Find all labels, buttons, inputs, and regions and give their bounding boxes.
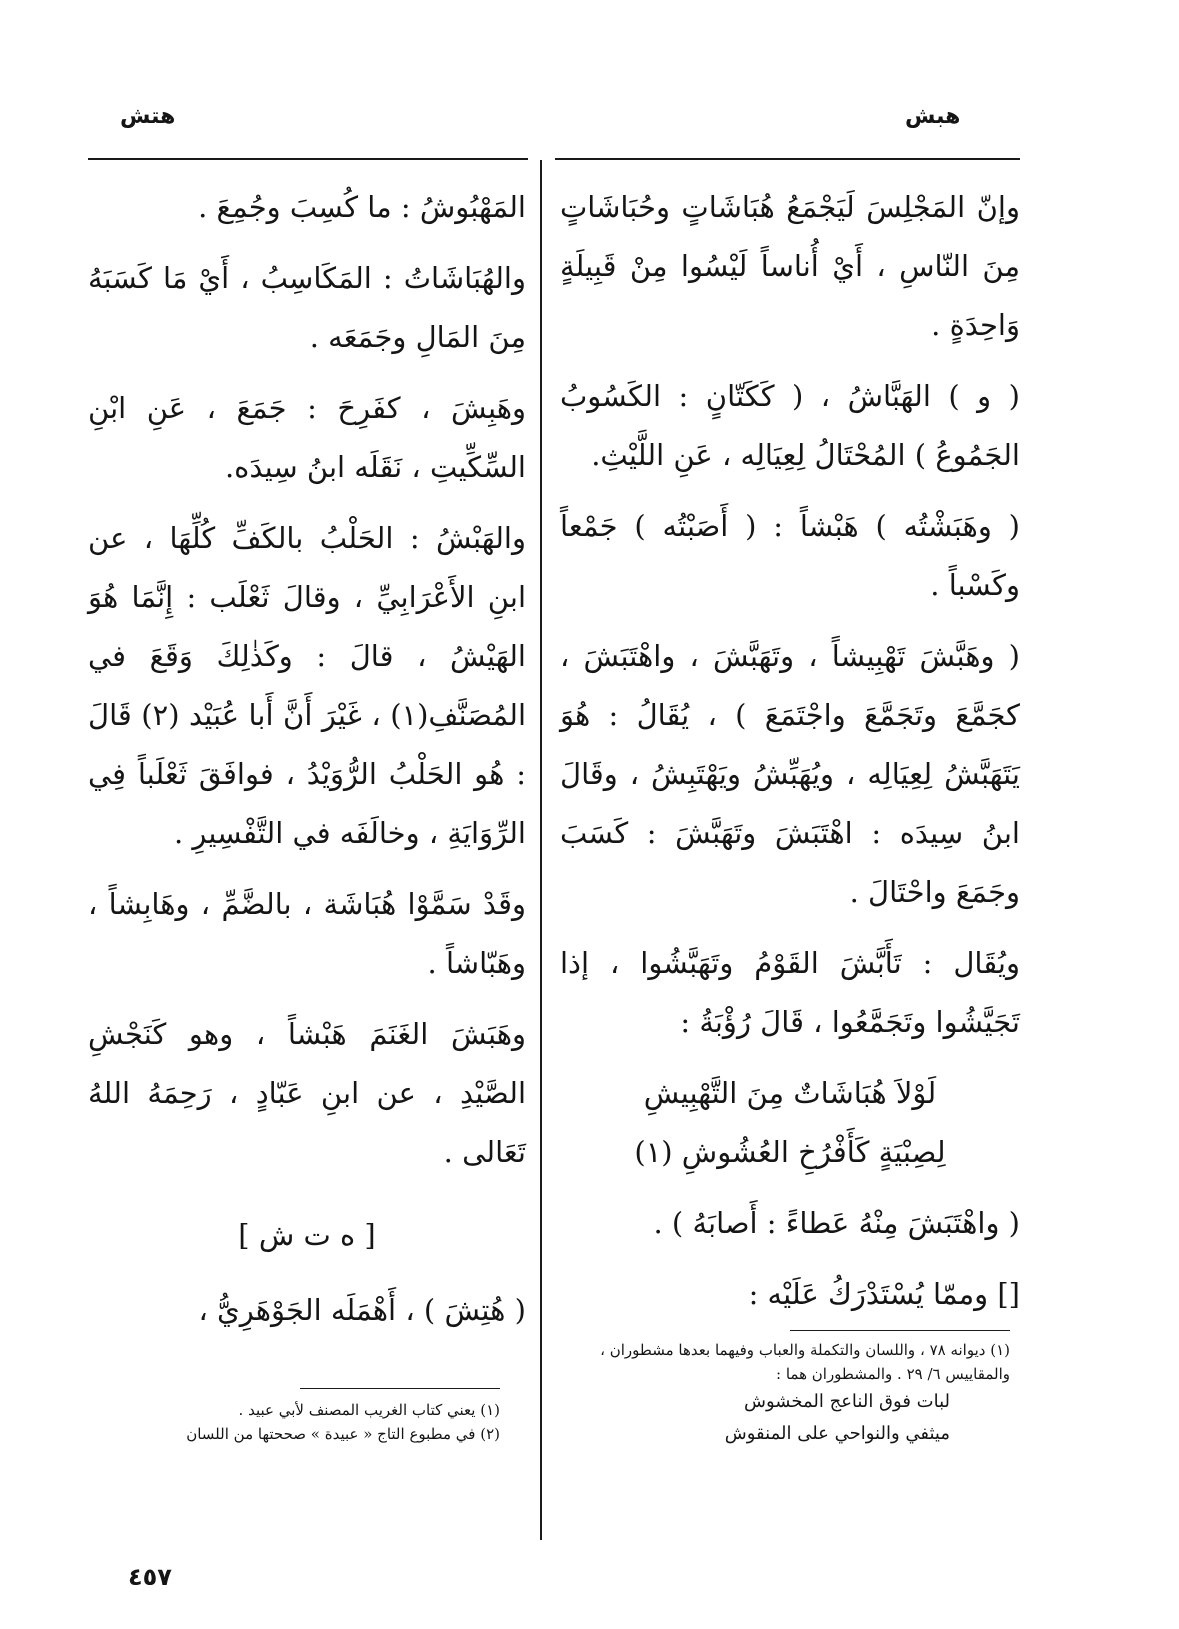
verse-line: لَوْلاَ هُبَاشَاتٌ مِنَ التَّهْبِيشِ (643, 1076, 937, 1110)
paragraph: وإنّ المَجْلِسَ لَيَجْمَعُ هُبَاشَاتٍ وحُبَاشَاتٍ مِنَ النّاسِ ، أَيْ أُناساً لَيْسُوا مِنْ قَبِيلَةٍ وَاحِدَةٍ . (560, 190, 1020, 342)
paragraph: [] وممّا يُسْتَدْرَكُ عَلَيْه : (748, 1277, 1020, 1311)
entry-text: ( هُتِشَ ) ، أَهْمَلَه الجَوْهَرِيُّ ، (198, 1293, 526, 1327)
header-rule-left (88, 158, 528, 160)
paragraph: ( واهْتَبَشَ مِنْهُ عَطاءً : أَصابَهُ ) . (653, 1206, 1020, 1240)
header-rule-right (555, 158, 1020, 160)
paragraph: المَهْبُوشُ : ما كُسِبَ وجُمِعَ . (198, 190, 526, 224)
verse-line: لِصِبْيَةٍ كَأَفْرُخِ العُشُوشِ (١) (634, 1135, 946, 1169)
footnote-rule-right (790, 1330, 1010, 1331)
footnote-rule-left (300, 1388, 500, 1389)
entry-heading: [ ه ت ش ] (238, 1218, 376, 1252)
left-column (88, 178, 526, 1352)
paragraph: ( و ) الهَبَّاشُ ، ( كَكَتّانٍ : الكَسُوبُ الجَمُوعُ ) المُحْتَالُ لِعِيَالِه ، عَنِ اللَّيْثِ. (560, 379, 1020, 472)
running-head-left: هتش (120, 104, 176, 129)
column-divider (540, 160, 542, 1540)
running-head-right: هبش (905, 104, 961, 129)
paragraph: وقَدْ سَمَّوْا هُبَاشَة ، بالضَّمِّ ، وهَابِشاً ، وهَبّاشاً . (88, 887, 526, 980)
footnote: (١) يعني كتاب الغريب المصنف لأبي عبيد . (238, 1401, 500, 1419)
right-column (560, 178, 1020, 1336)
paragraph: ( وهَبَّشَ تَهْبِيشاً ، وتَهَبَّشَ ، واهْتَبَشَ ، كجَمَّعَ وتَجَمَّعَ واجْتَمَعَ ) ، يُقَالُ : هُوَ يَتَهَبَّشُ لِعِيَالِه ، ويُهَبِّشُ ويَهْتَبِشُ ، وقَالَ ابنُ سِيدَه : اهْتَبَشَ وتَهَبَّشَ : كَسَبَ وجَمَعَ واحْتَالَ . (560, 639, 1020, 909)
verse (560, 1064, 1020, 1182)
paragraph: وهَبِشَ ، كفَرِحَ : جَمَعَ ، عَنِ ابْنِ السِّكِّيتِ ، نَقَلَه ابنُ سِيدَه. (88, 391, 526, 484)
footnote: (١) ديوانه ٧٨ ، واللسان والتكملة والعباب وفيهما بعدها مشطوران ، والمقاييس ٦/ ٢٩ . والمشطوران هما : (600, 1341, 1010, 1383)
paragraph: وهَبَشَ الغَنَمَ هَبْشاً ، وهو كَنَجْشِ الصَّيْدِ ، عن ابنِ عَبّادٍ ، رَحِمَهُ اللهُ تَعَالى . (88, 1017, 526, 1169)
paragraph: ( وهَبَشْتُه ) هَبْشاً : ( أَصَبْتُه ) جَمْعاً وكَسْباً . (560, 509, 1020, 602)
page-number: ٤٥٧ (128, 1563, 172, 1591)
paragraph: والهُبَاشَاتُ : المَكَاسِبُ ، أَيْ مَا كَسَبَهُ مِنَ المَالِ وجَمَعَه . (88, 261, 526, 354)
footnotes-left (150, 1398, 500, 1446)
footnote-verse-line: لبات فوق الناعج المخشوش (744, 1391, 950, 1412)
paragraph: ويُقَال : تَأَبَّشَ القَوْمُ وتَهَبَّشُوا ، إذا تَجَيَّشُوا وتَجَمَّعُوا ، قَالَ رُؤْبَةُ : (560, 946, 1020, 1039)
footnotes-right (560, 1338, 1010, 1450)
paragraph: والهَبْشُ : الحَلْبُ بالكَفِّ كُلِّهَا ، عن ابنِ الأَعْرَابِيِّ ، وقالَ ثَعْلَب : إِنَّمَا هُوَ الهَيْشُ ، قالَ : وكَذٰلِكَ وَقَعَ في المُصَنَّفِ(١) ، غَيْرَ أَنَّ أَبا عُبَيْد (٢) قَالَ : هُو الحَلْبُ الرُّوَيْدُ ، فوافَقَ ثَعْلَباً فِي الرِّوَايَةِ ، وخالَفَه في التَّفْسِيرِ . (88, 521, 527, 850)
footnote-verse-line: ميثفي والنواحي على المنقوش (724, 1423, 950, 1444)
footnote: (٢) في مطبوع التاج « عبيدة » صححتها من اللسان (186, 1425, 500, 1443)
